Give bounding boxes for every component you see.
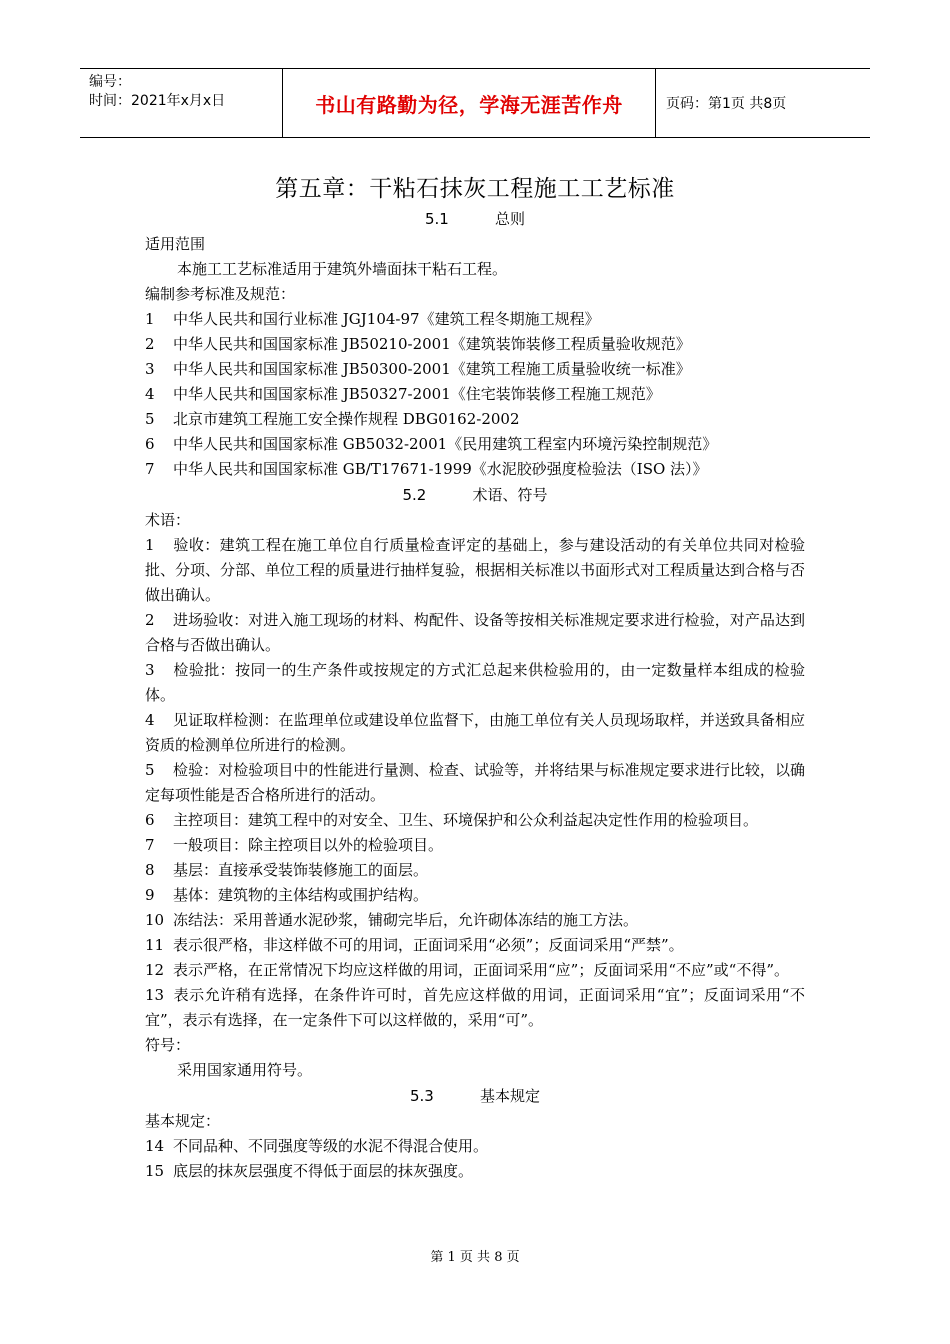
item-number: 15 [145, 1162, 165, 1180]
header-meta [80, 69, 282, 137]
item-number: 11 [145, 936, 165, 954]
list-item [145, 708, 805, 758]
document-body [145, 206, 805, 1184]
basic-list [145, 1134, 805, 1184]
item-text: 中华人民共和国国家标准 JB50327-2001《住宅装饰装修工程施工规范》 [173, 385, 661, 403]
page-header [80, 68, 870, 138]
basic-heading: 基本规定： [145, 1112, 221, 1130]
item-text: 进场验收：对进入施工现场的材料、构配件、设备等按相关标准规定要求进行检验，对产品达到合格与否做出确认。 [145, 611, 805, 654]
section-title: 基本规定 [479, 1087, 540, 1105]
item-text: 检验批：按同一的生产条件或按规定的方式汇总起来供检验用的，由一定数量样本组成的检验体。 [145, 661, 805, 704]
list-item [145, 958, 805, 983]
item-text: 基层：直接承受装饰装修施工的面层。 [173, 861, 429, 879]
section-title: 总则 [494, 210, 525, 228]
symbols-text: 采用国家通用符号。 [177, 1061, 313, 1079]
item-text: 验收：建筑工程在施工单位自行质量检查评定的基础上，参与建设活动的有关单位共同对检验批、分项、分部、单位工程的质量进行抽样复验，根据相关标准以书面形式对工程质量达到合格与否做出确认。 [145, 536, 806, 604]
list-item [145, 357, 805, 382]
list-item [145, 382, 805, 407]
item-text: 表示很严格，非这样做不可的用词，正面词采用“必须”；反面词采用“严禁”。 [173, 936, 684, 954]
list-item [145, 533, 805, 608]
item-number: 5 [145, 761, 155, 779]
item-text: 中华人民共和国国家标准 GB5032-2001《民用建筑工程室内环境污染控制规范》 [173, 435, 718, 453]
item-text: 中华人民共和国行业标准 JGJ104-97《建筑工程冬期施工规程》 [173, 310, 600, 328]
list-item [145, 1134, 805, 1159]
list-item [145, 608, 805, 658]
item-number: 4 [145, 385, 155, 403]
time-label: 时间：2021年x月x日 [89, 93, 226, 109]
item-text: 检验：对检验项目中的性能进行量测、检查、试验等，并将结果与标准规定要求进行比较，以确定每项性能是否合格所进行的活动。 [145, 761, 805, 804]
item-number: 13 [145, 986, 165, 1004]
item-number: 1 [145, 310, 155, 328]
scope-text: 本施工工艺标准适用于建筑外墙面抹干粘石工程。 [177, 260, 508, 278]
page-title: 第五章：干粘石抹灰工程施工工艺标准 [275, 176, 675, 202]
terms-list [145, 533, 805, 1033]
item-number: 9 [145, 886, 155, 904]
item-number: 10 [145, 911, 165, 929]
list-item [145, 933, 805, 958]
item-text: 不同品种、不同强度等级的水泥不得混合使用。 [173, 1137, 489, 1155]
list-item [145, 858, 805, 883]
list-item [145, 332, 805, 357]
item-number: 6 [145, 811, 155, 829]
item-number: 6 [145, 435, 155, 453]
references-list [145, 307, 805, 482]
item-text: 基体：建筑物的主体结构或围护结构。 [173, 886, 429, 904]
list-item [145, 908, 805, 933]
list-item [145, 307, 805, 332]
section-number: 5.3 [409, 1087, 434, 1105]
section-title: 术语、符号 [472, 486, 548, 504]
item-text: 表示允许稍有选择，在条件许可时，首先应这样做的用词，正面词采用“宜”；反面词采用“不宜”，表示有选择，在一定条件下可以这样做的，采用“可”。 [145, 986, 805, 1029]
item-number: 3 [145, 360, 155, 378]
header-page-label: 页码：第1页 共8页 [666, 96, 787, 112]
section-heading-5-1 [145, 206, 805, 232]
item-number: 1 [145, 536, 155, 554]
item-number: 4 [145, 711, 155, 729]
references-heading: 编制参考标准及规范： [145, 285, 296, 303]
item-number: 3 [145, 661, 155, 679]
item-number: 7 [145, 460, 155, 478]
item-text: 一般项目：除主控项目以外的检验项目。 [173, 836, 444, 854]
list-item [145, 407, 805, 432]
item-text: 中华人民共和国国家标准 GB/T17671-1999《水泥胶砂强度检验法（ISO 法）》 [173, 460, 708, 478]
list-item [145, 457, 805, 482]
scope-heading: 适用范围 [145, 235, 206, 253]
item-text: 见证取样检测：在监理单位或建设单位监督下，由施工单位有关人员现场取样，并送致具备相应资质的检测单位所进行的检测。 [145, 711, 805, 754]
item-text: 主控项目：建筑工程中的对安全、卫生、环境保护和公众利益起决定性作用的检验项目。 [173, 811, 759, 829]
item-number: 2 [145, 611, 155, 629]
item-text: 中华人民共和国国家标准 JB50300-2001《建筑工程施工质量验收统一标准》 [173, 360, 691, 378]
header-motto: 书山有路勤为径，学海无涯苦作舟 [282, 69, 656, 137]
list-item [145, 983, 805, 1033]
number-label: 编号： [89, 74, 131, 90]
section-heading-5-3 [145, 1083, 805, 1109]
list-item [145, 758, 805, 808]
section-number: 5.1 [424, 210, 449, 228]
section-heading-5-2 [145, 482, 805, 508]
list-item [145, 808, 805, 833]
list-item [145, 658, 805, 708]
item-number: 12 [145, 961, 165, 979]
item-number: 7 [145, 836, 155, 854]
item-number: 14 [145, 1137, 165, 1155]
item-text: 中华人民共和国国家标准 JB50210-2001《建筑装饰装修工程质量验收规范》 [173, 335, 691, 353]
item-number: 5 [145, 410, 155, 428]
list-item [145, 883, 805, 908]
list-item [145, 432, 805, 457]
symbols-heading: 符号： [145, 1036, 191, 1054]
item-text: 北京市建筑工程施工安全操作规程 DBG0162-2002 [173, 410, 520, 428]
section-number: 5.2 [402, 486, 427, 504]
list-item [145, 833, 805, 858]
page-footer: 第 1 页 共 8 页 [430, 1250, 520, 1265]
item-number: 8 [145, 861, 155, 879]
item-text: 表示严格，在正常情况下均应这样做的用词，正面词采用“应”；反面词采用“不应”或“不得”。 [173, 961, 790, 979]
item-text: 冻结法：采用普通水泥砂浆，铺砌完毕后，允许砌体冻结的施工方法。 [173, 911, 639, 929]
item-number: 2 [145, 335, 155, 353]
terms-heading: 术语： [145, 511, 191, 529]
list-item [145, 1159, 805, 1184]
item-text: 底层的抹灰层强度不得低于面层的抹灰强度。 [173, 1162, 474, 1180]
